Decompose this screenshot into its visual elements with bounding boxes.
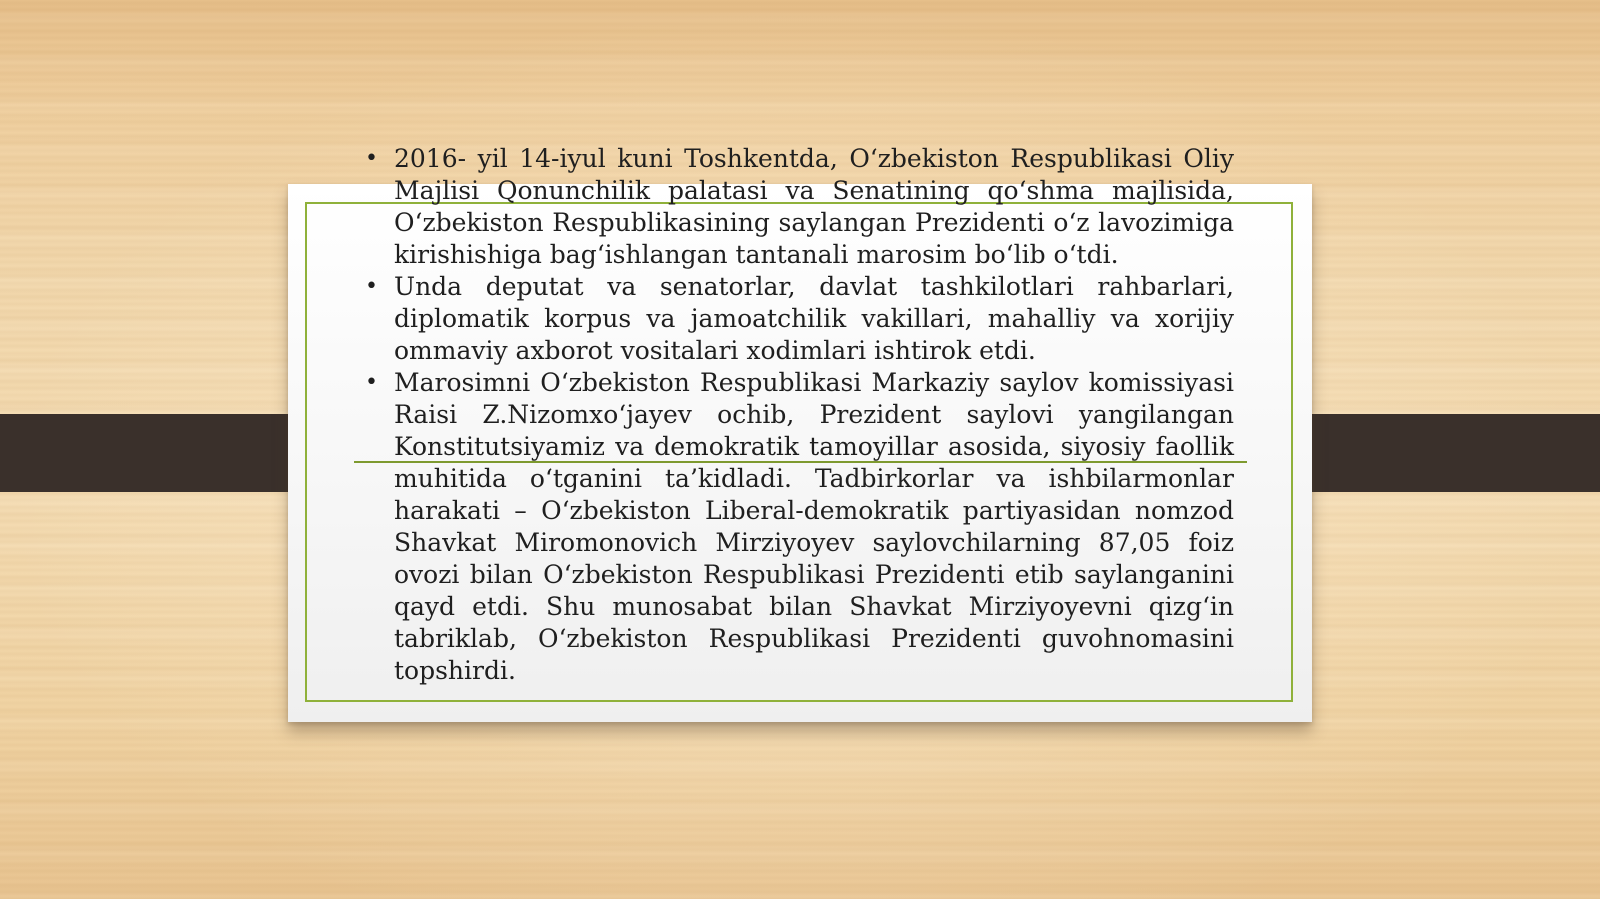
bullet-icon: • xyxy=(365,146,378,171)
list-item xyxy=(365,367,1234,687)
bullet-icon: • xyxy=(365,274,378,299)
decorative-band-left xyxy=(0,414,323,492)
bullet-text: Unda deputat va senatorlar, davlat tashkilotlari rahbarlari, diplomatik korpus va jamoatchilik vakillari, mahalliy va xorijiy ommaviy axborot vositalari xodimlari ishtirok etdi. xyxy=(394,272,1234,365)
list-item xyxy=(365,271,1234,367)
list-item xyxy=(365,143,1234,271)
bullet-text: Marosimni O‘zbekiston Respublikasi Markaziy saylov komissiyasi Raisi Z.Nizomxo‘jayev ochib, Prezident saylovi yangilangan Konstitutsiyamiz va demokratik tamoyillar asosida, siyosiy faollik muhitida o‘tganini ta’kidladi. Tadbirkorlar va ishbilarmonlar harakati – O‘zbekiston Liberal-demokratik partiyasidan nomzod Shavkat Miromonovich Mirziyoyev saylovchilarning 87,05 foiz ovozi bilan O‘zbekiston Respublikasi Prezidenti etib saylanganini qayd etdi. Shu munosabat bilan Shavkat Mirziyoyevni qizg‘in tabriklab, O‘zbekiston Respublikasi Prezidenti guvohnomasini topshirdi. xyxy=(394,368,1234,685)
decorative-band-right xyxy=(1277,414,1600,492)
bullet-icon: • xyxy=(365,370,378,395)
bullet-text: 2016- yil 14-iyul kuni Toshkentda, O‘zbekiston Respublikasi Oliy Majlisi Qonunchilik palatasi va Senatining qo‘shma majlisida, O‘zbekiston Respublikasining saylangan Prezidenti o‘z lavozimiga kirishishiga bag‘ishlangan tantanali marosim bo‘lib o‘tdi. xyxy=(394,144,1234,269)
bullet-list xyxy=(365,143,1234,687)
